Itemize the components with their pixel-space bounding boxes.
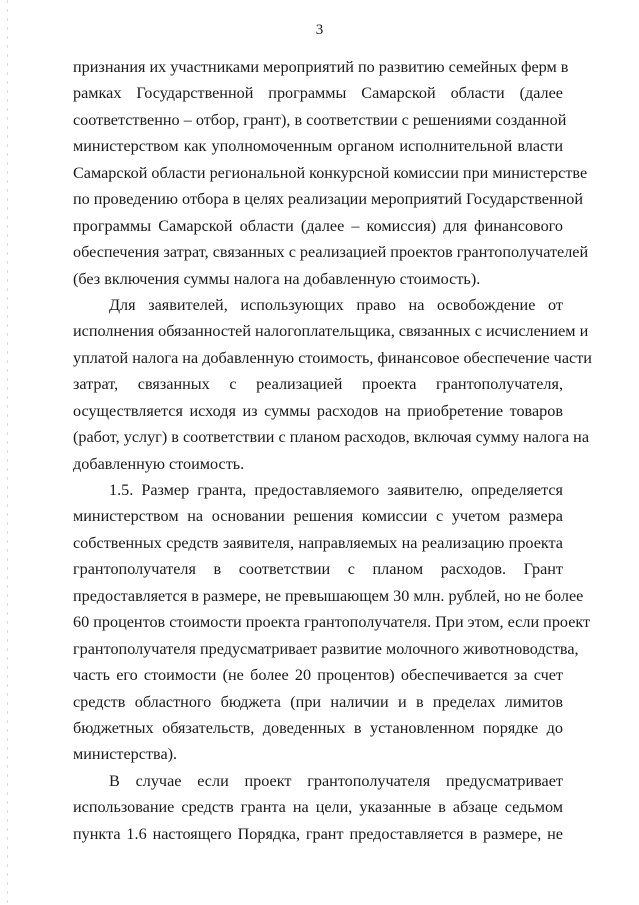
text-line: исполнения обязанностей налогоплательщика, связанных с исчислением и bbox=[73, 322, 589, 341]
text-line: предоставляется в размере, не превышающем 30 млн. рублей, но не более bbox=[73, 586, 584, 605]
text-line: бюджетных обязательств, доведенных в установленном порядке до bbox=[73, 718, 563, 737]
text-line: министерства). bbox=[73, 745, 178, 764]
text-line: программы Самарской области (далее – комиссия) для финансового bbox=[73, 216, 563, 235]
text-line: (работ, услуг) в соответствии с планом расходов, включая сумму налога на bbox=[73, 428, 590, 447]
text-line: часть его стоимости (не более 20 процентов) обеспечивается за счет bbox=[73, 666, 563, 685]
text-line: Для заявителей, использующих право на освобождение от bbox=[109, 295, 563, 314]
page-number: 3 bbox=[315, 22, 324, 38]
text-line: собственных средств заявителя, направляемых на реализацию проекта bbox=[73, 533, 563, 552]
text-line: использование средств гранта на цели, указанные в абзаце седьмом bbox=[73, 798, 563, 817]
text-line: Самарской области региональной конкурсной комиссии при министерстве bbox=[73, 163, 588, 182]
text-line: 1.5. Размер гранта, предоставляемого заявителю, определяется bbox=[109, 481, 563, 499]
text-line: обеспечения затрат, связанных с реализацией проектов грантополучателей bbox=[73, 243, 589, 262]
text-line: рамках Государственной программы Самарской области (далее bbox=[73, 84, 563, 103]
text-line: пункта 1.6 настоящего Порядка, грант предоставляется в размере, не bbox=[73, 824, 563, 843]
text-line: грантополучателя предусматривает развитие молочного животноводства, bbox=[73, 639, 579, 658]
text-line: средств областного бюджета (при наличии и в пределах лимитов bbox=[73, 692, 563, 711]
paragraph bbox=[73, 768, 563, 847]
scan-edge-mark bbox=[7, 0, 8, 905]
text-line: 60 процентов стоимости проекта грантополучателя. При этом, если проект bbox=[73, 613, 591, 632]
text-line: министерством на основании решения комиссии с учетом размера bbox=[73, 507, 563, 526]
text-line: грантополучателя в соответствии с планом расходов. Грант bbox=[73, 560, 563, 579]
text-line: соответственно – отбор, грант), в соответствии с решениями созданной bbox=[73, 110, 567, 129]
text-line: В случае если проект грантополучателя предусматривает bbox=[109, 771, 563, 790]
text-line: осуществляется исходя из суммы расходов на приобретение товаров bbox=[73, 401, 563, 420]
paragraph bbox=[73, 292, 592, 477]
text-line: министерством как уполномоченным органом исполнительной власти bbox=[73, 137, 563, 156]
text-line: уплатой налога на добавленную стоимость, финансовое обеспечение части bbox=[73, 348, 592, 367]
text-line: по проведению отбора в целях реализации мероприятий Государственной bbox=[73, 190, 584, 209]
document-body bbox=[73, 54, 592, 847]
text-line: затрат, связанных с реализацией проекта грантополучателя, bbox=[73, 375, 563, 394]
paragraph bbox=[73, 54, 589, 292]
text-line: (без включения суммы налога на добавленную стоимость). bbox=[73, 269, 481, 288]
text-line: признания их участниками мероприятий по развитию семейных ферм в bbox=[73, 58, 569, 76]
text-line: добавленную стоимость. bbox=[73, 454, 245, 473]
paragraph bbox=[73, 477, 591, 768]
